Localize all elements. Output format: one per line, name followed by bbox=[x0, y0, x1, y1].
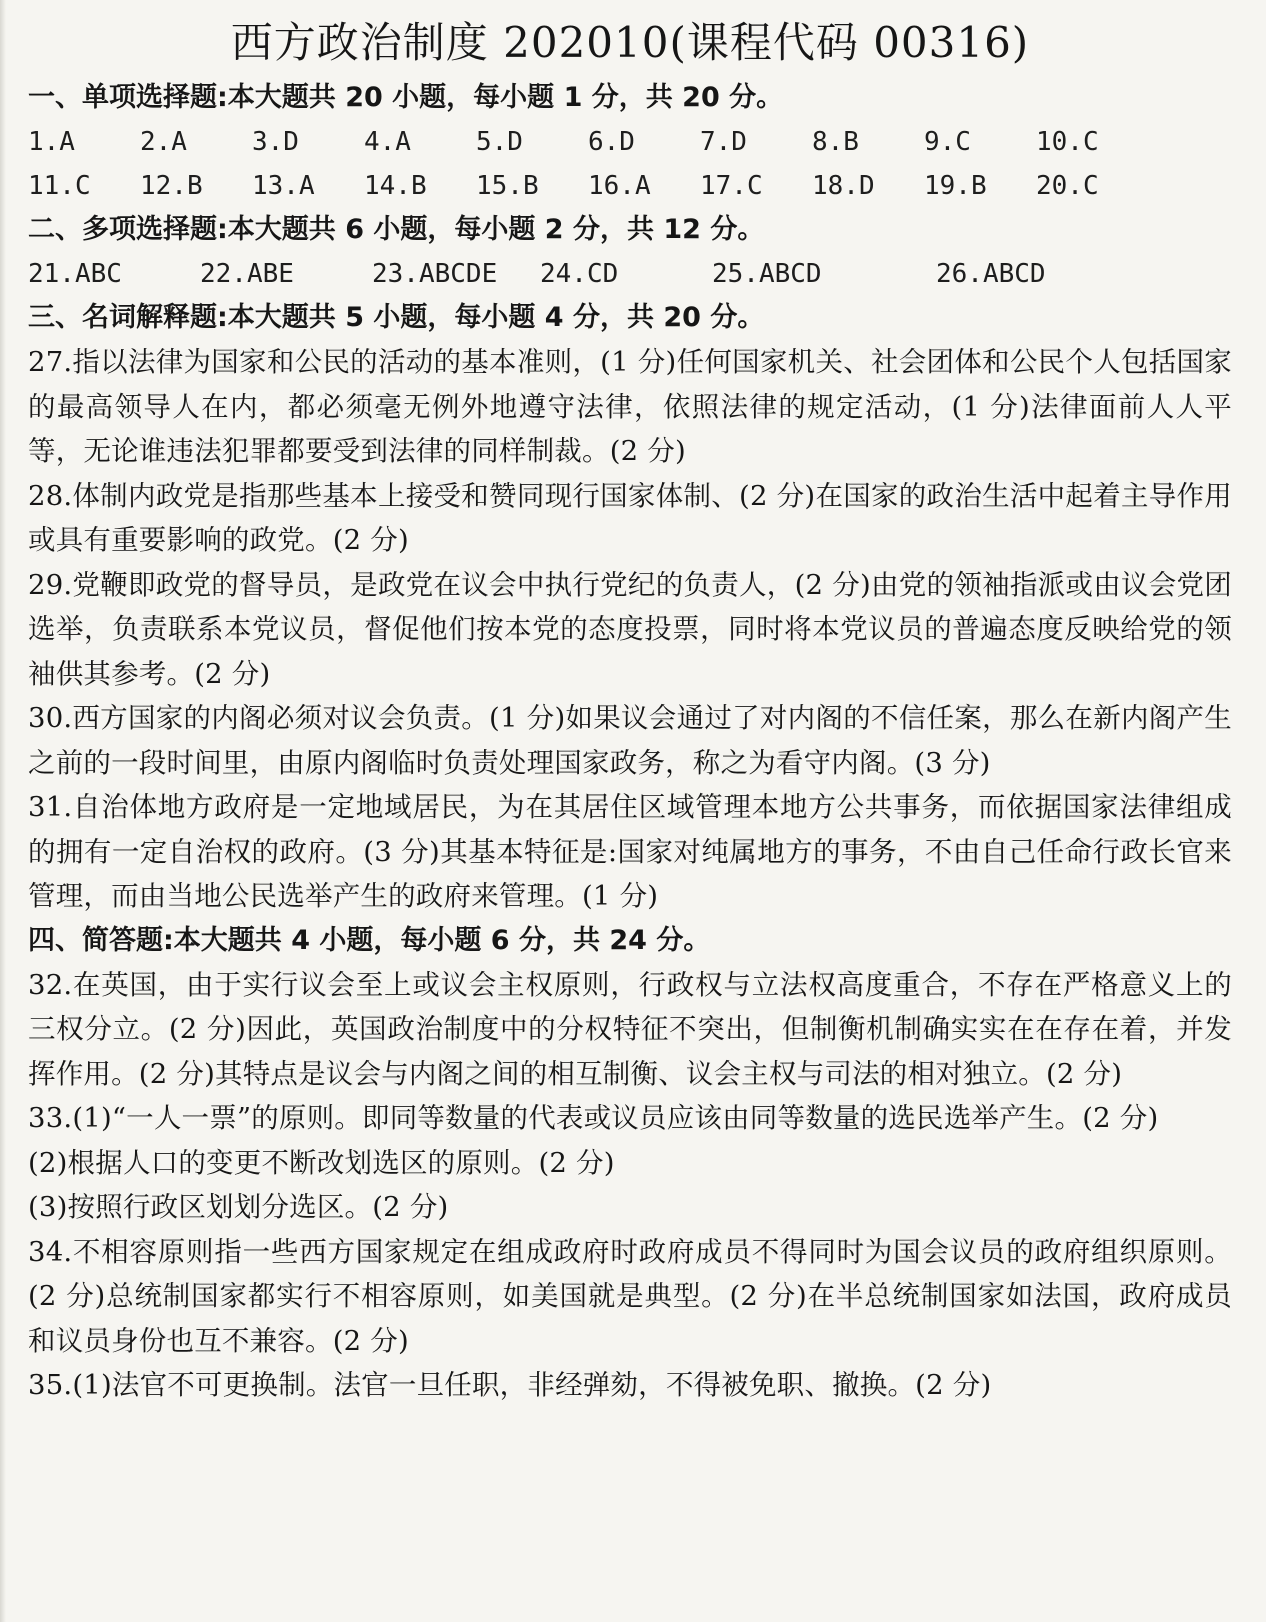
answer-paragraph-28: 28.体制内政党是指那些基本上接受和赞同现行国家体制、(2 分)在国家的政治生活中起着主导作用或具有重要影响的政党。(2 分) bbox=[28, 479, 1232, 556]
answer-row-21-26 bbox=[28, 252, 1232, 296]
answer-item: 6.D bbox=[588, 127, 635, 157]
answer-item: 10.C bbox=[1036, 127, 1099, 157]
section-heading-short-answer: 四、简答题:本大题共 4 小题，每小题 6 分，共 24 分。 bbox=[28, 924, 711, 956]
answer-item: 4.A bbox=[364, 127, 411, 157]
answer-item: 21.ABC bbox=[28, 259, 122, 289]
page-title: 西方政治制度 202010(课程代码 00316) bbox=[230, 18, 1030, 67]
answer-item: 14.B bbox=[364, 171, 427, 201]
section-body-term-explanation bbox=[28, 340, 1232, 919]
answer-row-1-10 bbox=[28, 120, 1232, 164]
answer-paragraph-32: 32.在英国，由于实行议会至上或议会主权原则，行政权与立法权高度重合，不存在严格意义上的三权分立。(2 分)因此，英国政治制度中的分权特征不突出，但制衡机制确实实在在存在着，并发挥作用。(2 分)其特点是议会与内阁之间的相互制衡、议会主权与司法的相对独立。(2 分) bbox=[28, 968, 1232, 1090]
answer-item: 17.C bbox=[700, 171, 763, 201]
answer-paragraph-31: 31.自治体地方政府是一定地域居民，为在其居住区域管理本地方公共事务，而依据国家法律组成的拥有一定自治权的政府。(3 分)其基本特征是:国家对纯属地方的事务，不由自己任命行政长官来管理，而由当地公民选举产生的政府来管理。(1 分) bbox=[28, 791, 1232, 912]
answer-item: 12.B bbox=[140, 171, 203, 201]
answer-item: 25.ABCD bbox=[712, 259, 822, 289]
section-heading-term-explanation: 三、名词解释题:本大题共 5 小题，每小题 4 分，共 20 分。 bbox=[28, 302, 765, 333]
answer-item: 3.D bbox=[252, 127, 299, 157]
answer-paragraph-34: 34.不相容原则指一些西方国家规定在组成政府时政府成员不得同时为国会议员的政府组织原则。(2 分)总统制国家都实行不相容原则，如美国就是典型。(2 分)在半总统制国家如法国，政府成员和议员身份也互不兼容。(2 分) bbox=[28, 1235, 1232, 1357]
answer-row-11-20 bbox=[28, 164, 1232, 208]
answer-item: 15.B bbox=[476, 171, 539, 201]
answer-item: 20.C bbox=[1036, 171, 1099, 201]
section-body-short-answer bbox=[28, 963, 1232, 1408]
answer-item: 18.D bbox=[812, 171, 875, 201]
answer-paragraph-33-2: (2)根据人口的变更不断改划选区的原则。(2 分) bbox=[28, 1146, 615, 1179]
answer-paragraph-27: 27.指以法律为国家和公民的活动的基本准则，(1 分)任何国家机关、社会团体和公民个人包括国家的最高领导人在内，都必须毫无例外地遵守法律，依照法律的规定活动，(1 分)法律面前人人平等，无论谁违法犯罪都要受到法律的同样制裁。(2 分) bbox=[28, 346, 1232, 467]
answer-item: 2.A bbox=[140, 127, 187, 157]
section-heading-single-choice: 一、单项选择题:本大题共 20 小题，每小题 1 分，共 20 分。 bbox=[28, 82, 784, 113]
answer-item: 23.ABCDE bbox=[372, 259, 498, 289]
answer-paragraph-35-1: 35.(1)法官不可更换制。法官一旦任职，非经弹劾，不得被免职、撤换。(2 分) bbox=[28, 1369, 992, 1401]
answer-paragraph-30: 30.西方国家的内阁必须对议会负责。(1 分)如果议会通过了对内阁的不信任案，那么在新内阁产生之前的一段时间里，由原内阁临时负责处理国家政务，称之为看守内阁。(3 分) bbox=[28, 702, 1232, 779]
answer-item: 1.A bbox=[28, 127, 75, 157]
answer-item: 5.D bbox=[476, 127, 523, 157]
answer-item: 13.A bbox=[252, 171, 315, 201]
section-heading-multiple-choice: 二、多项选择题:本大题共 6 小题，每小题 2 分，共 12 分。 bbox=[28, 214, 765, 245]
answer-item: 22.ABE bbox=[200, 259, 294, 289]
answer-item: 11.C bbox=[28, 171, 91, 201]
answer-item: 26.ABCD bbox=[936, 259, 1046, 289]
answer-item: 9.C bbox=[924, 127, 971, 157]
answer-item: 16.A bbox=[588, 171, 651, 201]
answer-item: 8.B bbox=[812, 127, 859, 157]
answer-item: 24.CD bbox=[540, 259, 619, 289]
answer-paragraph-33-1: 33.(1)“一人一票”的原则。即同等数量的代表或议员应该由同等数量的选民选举产生。(2 分) bbox=[28, 1102, 1159, 1134]
scan-edge-shadow bbox=[0, 0, 6, 1622]
answer-item: 7.D bbox=[700, 127, 747, 157]
answer-item: 19.B bbox=[924, 171, 987, 201]
answer-paragraph-29: 29.党鞭即政党的督导员，是政党在议会中执行党纪的负责人，(2 分)由党的领袖指派或由议会党团选举，负责联系本党议员，督促他们按本党的态度投票，同时将本党议员的普遍态度反映给党的领袖供其参考。(2 分) bbox=[28, 568, 1232, 690]
answer-paragraph-33-3: (3)按照行政区划划分选区。(2 分) bbox=[28, 1191, 449, 1223]
